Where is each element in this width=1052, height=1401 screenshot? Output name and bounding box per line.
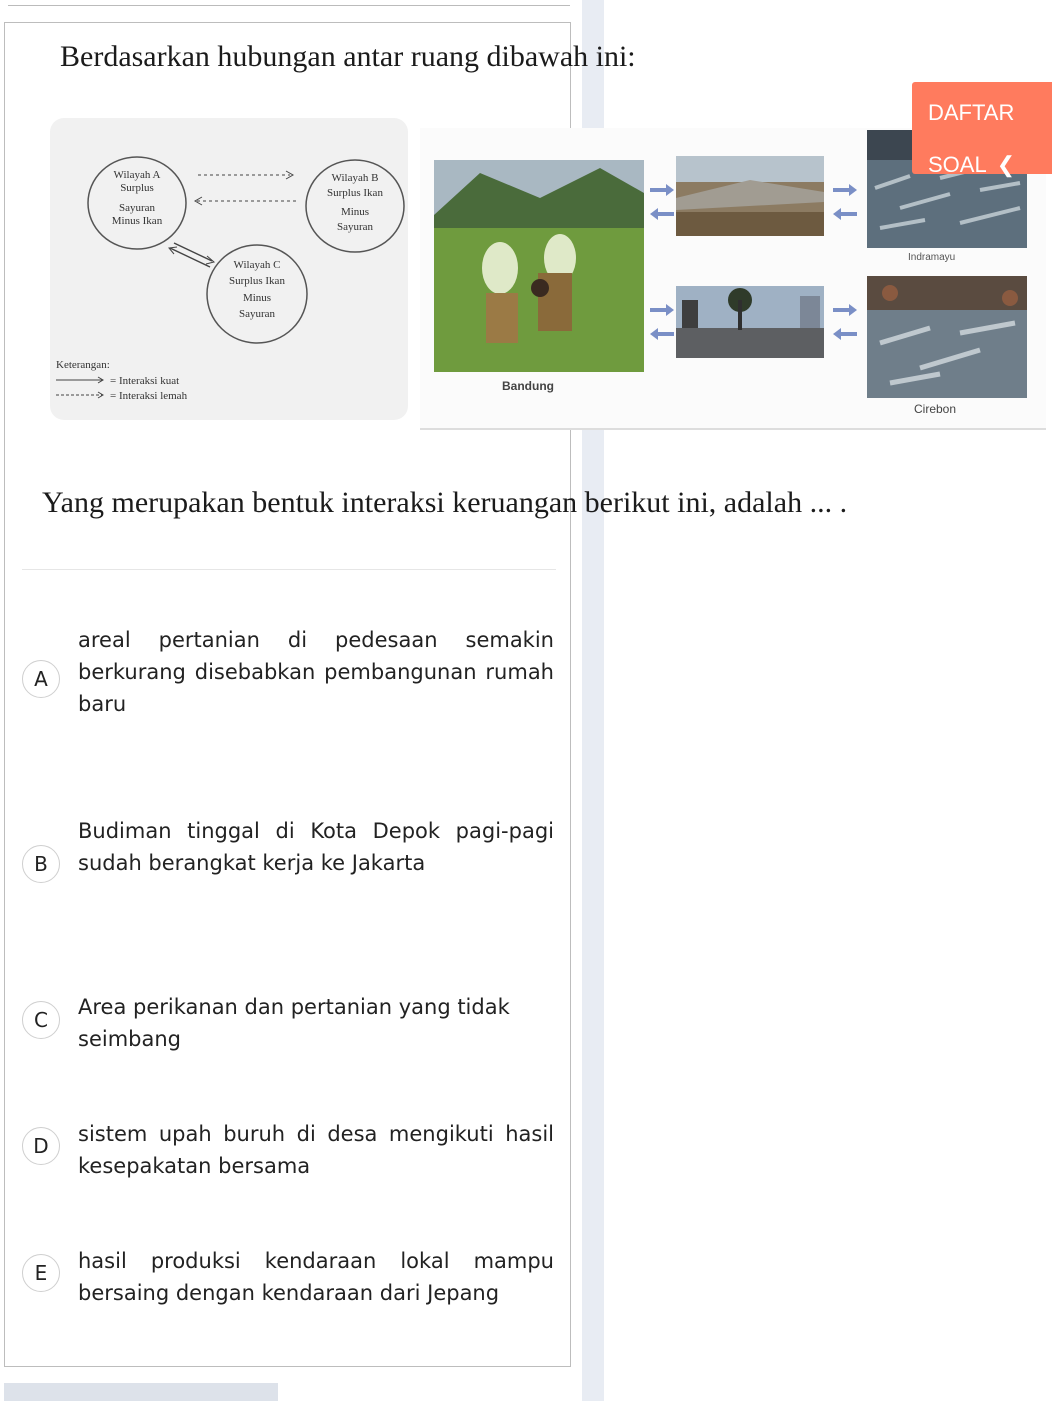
region-c-line3: Minus <box>242 292 272 304</box>
bandung-label: Bandung <box>502 379 554 393</box>
region-c-line4: Sayuran <box>238 308 276 320</box>
region-b-line2: Surplus Ikan <box>327 187 383 199</box>
option-c-text[interactable]: Area perikanan dan pertanian yang tidak seimbang <box>78 995 510 1051</box>
bottom-scrollbar[interactable] <box>4 1383 278 1401</box>
option-d-letter[interactable]: D <box>22 1127 60 1165</box>
region-b-line3: Minus <box>340 206 370 218</box>
region-a-line4: Minus Ikan <box>111 215 163 227</box>
region-c-line2: Surplus Ikan <box>229 275 285 287</box>
legend-title: Keterangan: <box>56 359 110 371</box>
option-e-text[interactable]: hasil produksi kendaraan lokal mampu bersaing dengan kendaraan dari Jepang <box>78 1249 554 1305</box>
legend-weak: = Interaksi lemah <box>110 390 188 402</box>
option-b-text[interactable]: Budiman tinggal di Kota Depok pagi-pagi sudah berangkat kerja ke Jakarta <box>78 819 554 875</box>
question-intro: Berdasarkan hubungan antar ruang dibawah ini: <box>60 40 636 73</box>
cirebon-label: Cirebon <box>914 402 957 416</box>
option-b-letter[interactable]: B <box>22 845 60 883</box>
fish-photo-cirebon <box>867 276 1027 398</box>
bandung-photo <box>434 160 644 372</box>
option-e-letter[interactable]: E <box>22 1254 60 1292</box>
top-divider <box>8 5 570 6</box>
region-a-line1: Wilayah A <box>113 169 161 181</box>
river-photo <box>676 156 824 236</box>
indramayu-label: Indramayu <box>908 252 956 263</box>
question-image <box>50 118 1046 428</box>
soal-label: SOAL <box>928 152 987 177</box>
option-d-text[interactable]: sistem upah buruh di desa mengikuti hasil kesepakatan bersama <box>78 1122 554 1178</box>
daftar-label: DAFTAR <box>928 100 1015 125</box>
region-a-line3: Sayuran <box>118 202 156 214</box>
chevron-left-icon: ❮ <box>996 152 1016 177</box>
option-c-letter[interactable]: C <box>22 1001 60 1039</box>
daftar-soal-button[interactable] <box>912 82 1052 177</box>
interaction-diagram <box>50 118 408 420</box>
option-a-letter[interactable]: A <box>22 660 60 698</box>
legend-strong: = Interaksi kuat <box>110 375 180 387</box>
separator <box>22 569 556 570</box>
region-a-line2: Surplus <box>120 182 154 194</box>
region-b-line4: Sayuran <box>336 221 374 233</box>
question-prompt: Yang merupakan bentuk interaksi keruangan berikut ini, adalah ... . <box>42 486 848 519</box>
region-b-line1: Wilayah B <box>331 172 379 184</box>
option-a-text[interactable]: areal pertanian di pedesaan semakin berkurang disebabkan pembangunan rumah baru <box>78 628 554 716</box>
region-c-line1: Wilayah C <box>233 259 281 271</box>
street-photo <box>676 286 824 358</box>
